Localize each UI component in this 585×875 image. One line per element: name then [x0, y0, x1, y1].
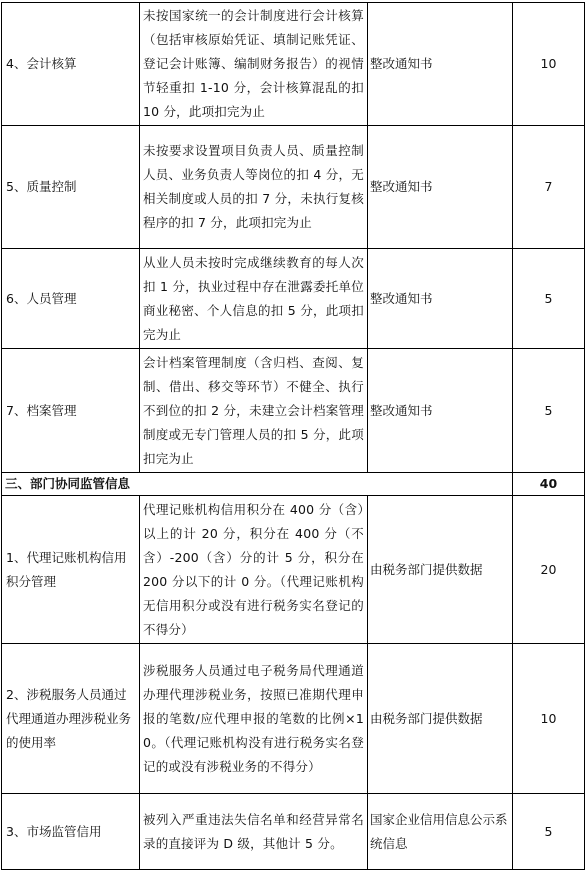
evaluation-table: [1, 2, 585, 870]
standard-cell: 从业人员未按时完成继续教育的每人次扣 1 分，执业过程中存在泄露委托单位商业秘密、个人信息的扣 5 分，此项扣完为止: [140, 249, 368, 349]
table-row: [2, 3, 585, 126]
score-cell: 5: [513, 794, 585, 870]
item-cell: 6、人员管理: [2, 249, 140, 349]
table-row: [2, 496, 585, 644]
table-row: [2, 349, 585, 473]
score-cell: 10: [513, 644, 585, 794]
table-row: [2, 794, 585, 870]
section-score: 40: [513, 473, 585, 496]
standard-cell: 涉税服务人员通过电子税务局代理通道办理代理涉税业务，按照已准期代理申报的笔数/应代理申报的笔数的比例×10。（代理记账机构没有进行税务实名登记的或没有涉税业务的不得分）: [140, 644, 368, 794]
standard-cell: 代理记账机构信用积分在 400 分（含）以上的计 20 分，积分在 400 分（不含）-200（含）分的计 5 分，积分在 200 分以下的计 0 分。（代理记账机构无信用积分或没有进行税务实名登记的不得分）: [140, 496, 368, 644]
source-cell: 由税务部门提供数据: [368, 496, 513, 644]
item-cell: 7、档案管理: [2, 349, 140, 473]
score-cell: 5: [513, 349, 585, 473]
table-row: [2, 644, 585, 794]
item-cell: 3、市场监管信用: [2, 794, 140, 870]
score-cell: 5: [513, 249, 585, 349]
standard-cell: 未按国家统一的会计制度进行会计核算（包括审核原始凭证、填制记账凭证、登记会计账簿、编制财务报告）的视情节轻重扣 1-10 分，会计核算混乱的扣 10 分，此项扣完为止: [140, 3, 368, 126]
score-cell: 20: [513, 496, 585, 644]
table-row: [2, 126, 585, 249]
score-cell: 10: [513, 3, 585, 126]
source-cell: 国家企业信用信息公示系统信息: [368, 794, 513, 870]
section-title: 三、部门协同监管信息: [2, 473, 513, 496]
standard-cell: 未按要求设置项目负责人员、质量控制人员、业务负责人等岗位的扣 4 分，无相关制度或人员的扣 7 分，未执行复核程序的扣 7 分，此项扣完为止: [140, 126, 368, 249]
source-cell: 整改通知书: [368, 3, 513, 126]
section-header-row: [2, 473, 585, 496]
item-cell: 4、会计核算: [2, 3, 140, 126]
source-cell: 整改通知书: [368, 249, 513, 349]
table-row: [2, 249, 585, 349]
standard-cell: 被列入严重违法失信名单和经营异常名录的直接评为 D 级，其他计 5 分。: [140, 794, 368, 870]
source-cell: 由税务部门提供数据: [368, 644, 513, 794]
item-cell: 2、涉税服务人员通过代理通道办理涉税业务的使用率: [2, 644, 140, 794]
source-cell: 整改通知书: [368, 126, 513, 249]
source-cell: 整改通知书: [368, 349, 513, 473]
item-cell: 5、质量控制: [2, 126, 140, 249]
score-cell: 7: [513, 126, 585, 249]
standard-cell: 会计档案管理制度（含归档、查阅、复制、借出、移交等环节）不健全、执行不到位的扣 2 分，未建立会计档案管理制度或无专门管理人员的扣 5 分，此项扣完为止: [140, 349, 368, 473]
item-cell: 1、代理记账机构信用积分管理: [2, 496, 140, 644]
